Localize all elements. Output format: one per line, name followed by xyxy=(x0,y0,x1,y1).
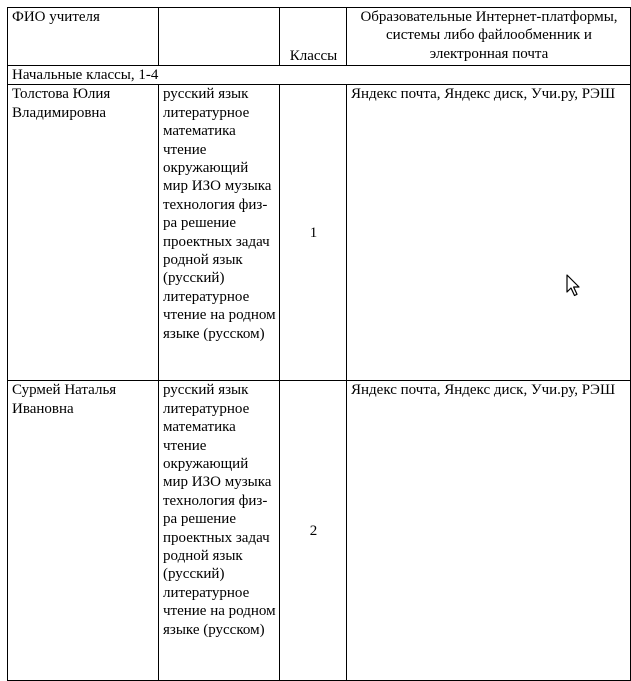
subjects-cell: русский язык литературное математика чтение окружающий мир ИЗО музыка технология физ-ра решение проектных задач родной язык (русский) литературное чтение на родном языке (русском) xyxy=(159,381,280,681)
subjects-cell: русский язык литературное математика чтение окружающий мир ИЗО музыка технология физ-ра решение проектных задач родной язык (русский) литературное чтение на родном языке (русском) xyxy=(159,85,280,381)
teacher-name: Сурмей Наталья Ивановна xyxy=(8,381,159,681)
table-row xyxy=(8,381,631,681)
mouse-pointer-icon xyxy=(566,274,582,298)
grade-cell: 1 xyxy=(280,85,347,381)
teacher-name: Толстова Юлия Владимировна xyxy=(8,85,159,381)
platforms-cell: Яндекс почта, Яндекс диск, Учи.ру, РЭШ xyxy=(347,85,631,381)
section-title: Начальные классы, 1-4 xyxy=(8,66,631,85)
header-classes: Классы xyxy=(280,8,347,66)
header-subjects xyxy=(159,8,280,66)
header-platforms: Образовательные Интернет-платформы, системы либо файлообменник и электронная почта xyxy=(347,8,631,66)
section-row xyxy=(8,66,631,85)
grade-cell: 2 xyxy=(280,381,347,681)
header-teacher: ФИО учителя xyxy=(8,8,159,66)
table-row xyxy=(8,85,631,381)
header-row xyxy=(8,8,631,66)
platforms-cell: Яндекс почта, Яндекс диск, Учи.ру, РЭШ xyxy=(347,381,631,681)
teachers-table xyxy=(7,7,631,681)
